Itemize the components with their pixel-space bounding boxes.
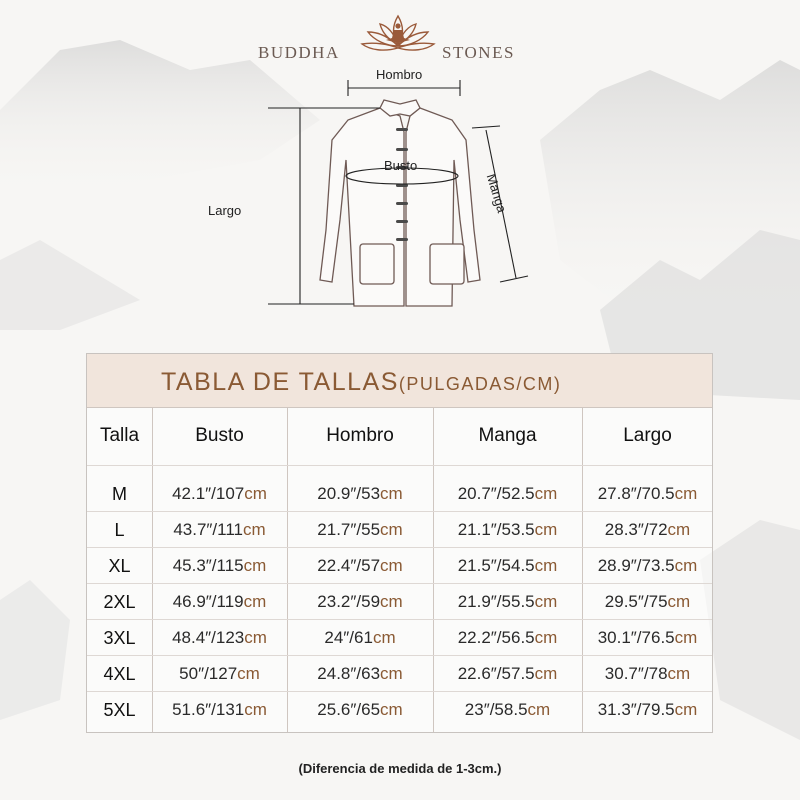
cell-value: 29.5″/75 xyxy=(604,592,668,611)
cell-value: 48.4″/123 xyxy=(172,628,245,647)
cell-value: 20.9″/53 xyxy=(317,484,381,503)
cell-value: 4XL xyxy=(103,664,136,684)
unit-label: cm xyxy=(534,484,558,503)
cell-bust xyxy=(152,656,287,692)
cell-bust xyxy=(152,620,287,656)
cell-sleeve xyxy=(433,656,582,692)
length-label: Largo xyxy=(208,203,242,218)
cell-shoulder xyxy=(287,584,433,620)
cell-length xyxy=(582,692,713,728)
unit-label: cm xyxy=(674,556,698,575)
shoulder-label: Hombro xyxy=(376,67,423,82)
brand-name-left: BUDDHA xyxy=(258,43,340,62)
unit-label: cm xyxy=(244,484,267,503)
cell-value: 24.8″/63 xyxy=(317,664,381,683)
cell-value: 22.2″/56.5 xyxy=(457,628,535,647)
cell-value: 21.9″/55.5 xyxy=(457,592,535,611)
table-title-main: TABLA DE TALLAS xyxy=(161,368,399,396)
cell-sleeve xyxy=(433,692,582,728)
unit-label: cm xyxy=(380,484,403,503)
cell-value: 43.7″/111 xyxy=(173,520,243,539)
row-divider xyxy=(87,691,712,692)
unit-label: cm xyxy=(534,664,558,683)
cell-value: 27.8″/70.5 xyxy=(597,484,675,503)
cell-value: 22.6″/57.5 xyxy=(457,664,535,683)
cell-value: 24″/61 xyxy=(324,628,373,647)
row-divider xyxy=(87,511,712,512)
header-largo: Largo xyxy=(623,425,672,446)
cell-value: 5XL xyxy=(103,700,136,720)
size-table xyxy=(86,353,713,733)
unit-label: cm xyxy=(380,592,403,611)
cell-value: 20.7″/52.5 xyxy=(457,484,535,503)
cell-length xyxy=(582,620,713,656)
table-title xyxy=(161,368,561,397)
cell-sleeve xyxy=(433,548,582,584)
cell-shoulder xyxy=(287,512,433,548)
cell-size xyxy=(87,620,152,656)
unit-label: cm xyxy=(237,664,260,683)
cell-bust xyxy=(152,692,287,728)
cell-size xyxy=(87,656,152,692)
row-divider xyxy=(87,583,712,584)
unit-label: cm xyxy=(244,700,267,719)
cell-value: 28.9″/73.5 xyxy=(597,556,675,575)
cell-value: 46.9″/119 xyxy=(172,592,244,611)
cell-value: 50″/127 xyxy=(179,664,238,683)
row-divider xyxy=(87,655,712,656)
cell-value: 23″/58.5 xyxy=(464,700,528,719)
cell-size xyxy=(87,692,152,728)
header-busto: Busto xyxy=(195,425,244,446)
cell-bust xyxy=(152,548,287,584)
cell-sleeve xyxy=(433,620,582,656)
cell-value: M xyxy=(112,484,127,504)
unit-label: cm xyxy=(243,592,267,611)
cell-size xyxy=(87,476,152,512)
unit-label: cm xyxy=(372,628,396,647)
cell-bust xyxy=(152,584,287,620)
header-manga: Manga xyxy=(478,425,537,446)
row-divider xyxy=(87,619,712,620)
cell-sleeve xyxy=(433,476,582,512)
sleeve-label: Manga xyxy=(483,172,510,215)
unit-label: cm xyxy=(380,520,403,539)
cell-value: 28.3″/72 xyxy=(604,520,668,539)
cell-length xyxy=(582,548,713,584)
cell-value: 25.6″/65 xyxy=(317,700,381,719)
table-title-units: (PULGADAS/CM) xyxy=(398,374,562,394)
cell-length xyxy=(582,656,713,692)
brand-name-right: STONES xyxy=(442,43,515,62)
cell-value: 23.2″/59 xyxy=(317,592,381,611)
cell-shoulder xyxy=(287,656,433,692)
bust-label: Busto xyxy=(384,158,418,173)
brand-logo xyxy=(258,12,538,62)
cell-value: 30.7″/78 xyxy=(604,664,668,683)
cell-size xyxy=(87,548,152,584)
footnote: (Diferencia de medida de 1-3cm.) xyxy=(298,761,502,776)
table-title-bar xyxy=(87,354,712,408)
cell-value: 30.1″/76.5 xyxy=(597,628,675,647)
unit-label: cm xyxy=(534,520,558,539)
unit-label: cm xyxy=(667,592,691,611)
cell-value: 21.5″/54.5 xyxy=(457,556,535,575)
cell-value: 21.7″/55 xyxy=(317,520,381,539)
cell-value: 3XL xyxy=(103,628,136,648)
cell-sleeve xyxy=(433,584,582,620)
unit-label: cm xyxy=(674,484,698,503)
cell-value: 42.1″/107 xyxy=(172,484,245,503)
cell-shoulder xyxy=(287,476,433,512)
cell-bust xyxy=(152,476,287,512)
cell-value: XL xyxy=(108,556,131,576)
unit-label: cm xyxy=(674,700,698,719)
cell-sleeve xyxy=(433,512,582,548)
unit-label: cm xyxy=(244,628,267,647)
unit-label: cm xyxy=(534,592,558,611)
cell-shoulder xyxy=(287,692,433,728)
cell-value: 31.3″/79.5 xyxy=(597,700,675,719)
unit-label: cm xyxy=(667,520,691,539)
cell-size xyxy=(87,512,152,548)
unit-label: cm xyxy=(380,664,403,683)
unit-label: cm xyxy=(534,556,558,575)
row-divider xyxy=(87,547,712,548)
cell-length xyxy=(582,476,713,512)
cell-length xyxy=(582,512,713,548)
unit-label: cm xyxy=(243,520,266,539)
unit-label: cm xyxy=(667,664,691,683)
header-hombro: Hombro xyxy=(326,425,394,446)
cell-length xyxy=(582,584,713,620)
cell-size xyxy=(87,584,152,620)
cell-bust xyxy=(152,512,287,548)
unit-label: cm xyxy=(380,556,403,575)
cell-shoulder xyxy=(287,548,433,584)
unit-label: cm xyxy=(380,700,403,719)
header-divider xyxy=(87,465,712,466)
header-talla: Talla xyxy=(99,425,140,446)
cell-value: 51.6″/131 xyxy=(172,700,245,719)
cell-value: 22.4″/57 xyxy=(317,556,381,575)
cell-value: 2XL xyxy=(103,592,136,612)
unit-label: cm xyxy=(674,628,698,647)
cell-value: 45.3″/115 xyxy=(172,556,244,575)
cell-value: L xyxy=(114,520,125,540)
cell-value: 21.1″/53.5 xyxy=(457,520,535,539)
cell-shoulder xyxy=(287,620,433,656)
unit-label: cm xyxy=(243,556,267,575)
unit-label: cm xyxy=(527,700,551,719)
unit-label: cm xyxy=(534,628,558,647)
lotus-icon xyxy=(358,12,438,66)
